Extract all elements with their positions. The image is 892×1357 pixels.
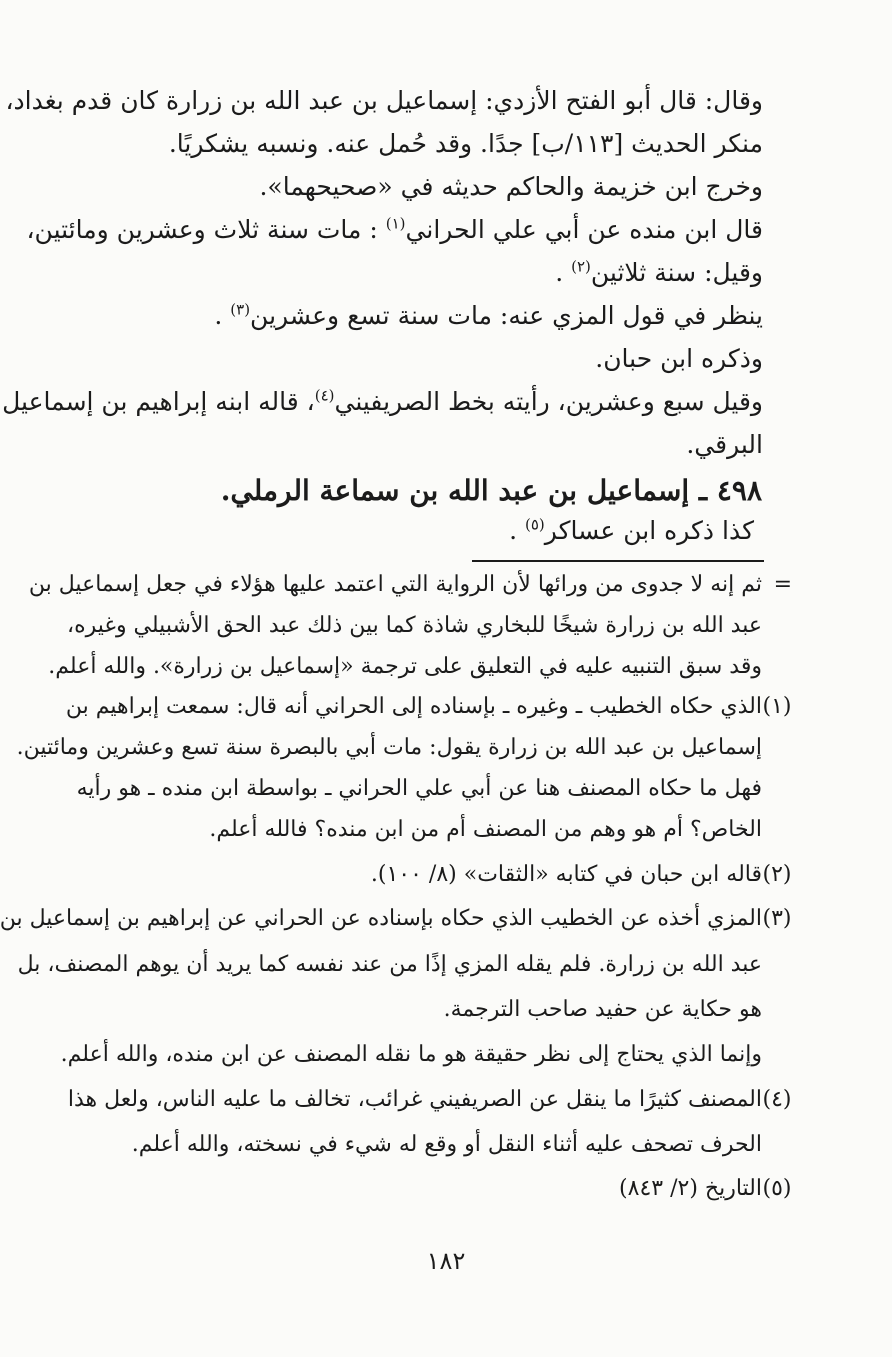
- footnote-4-line-1: المصنف كثيرًا ما ينقل عن الصريفيني غرائب، تخالف ما عليه الناس، ولعل هذا: [67, 1087, 762, 1112]
- body-line-3: وخرج ابن خزيمة والحاكم حديثه في «صحيحهما».: [259, 172, 763, 201]
- body-line-7: وذكره ابن حبان.: [595, 344, 763, 373]
- footnote-ref-3[interactable]: (٣): [230, 300, 251, 319]
- footnote-ref-5[interactable]: (٥): [525, 515, 545, 534]
- entry-sub-line: [54, 512, 754, 550]
- footnote-continuation-text-1: ثم إنه لا جدوى من ورائها لأن الرواية التي اعتمد عليها هؤلاء في جعل إسماعيل بن: [28, 572, 762, 597]
- body-line-8-start: وقيل سبع وعشرين، رأيته بخط الصريفيني: [334, 387, 763, 416]
- footnote-continuation-line-3: وقد سبق التنبيه عليه في التعليق على ترجمة «إسماعيل بن زرارة». والله أعلم.: [48, 654, 762, 679]
- body-line-9: البرقي.: [686, 430, 763, 459]
- footnote-2-line-1: قاله ابن حبان في كتابه «الثقات» (٨/ ١٠٠).: [370, 862, 762, 887]
- footnote-3-line-4: وإنما الذي يحتاج إلى نظر حقيقة هو ما نقله المصنف عن ابن منده، والله أعلم.: [60, 1042, 762, 1067]
- entry-sub-text: كذا ذكره ابن عساكر: [544, 516, 754, 545]
- body-line-6-period: .: [214, 301, 223, 330]
- body-line-8-end: ، قاله ابنه إبراهيم بن إسماعيل: [2, 387, 315, 416]
- entry-heading: ٤٩٨ ـ إسماعيل بن عبد الله بن سماعة الرملي.: [220, 474, 762, 507]
- continuation-mark: =: [773, 572, 792, 597]
- footnote-5: [52, 1172, 792, 1206]
- footnote-continuation-line-2: عبد الله بن زرارة شيخًا للبخاري شاذة كما بين ذلك عبد الحق الأشبيلي وغيره،: [67, 613, 762, 638]
- body-line-4: [26, 211, 763, 249]
- footnote-3-line-2: عبد الله بن زرارة. فلم يقله المزي إذًا من عند نفسه كما يريد أن يوهم المصنف، بل: [17, 952, 762, 977]
- footnote-continuation-line-1: [28, 568, 792, 602]
- footnote-1-line-4: الخاص؟ أم هو وهم من المصنف أم من ابن منده؟ فالله أعلم.: [209, 817, 762, 842]
- body-line-4-start: قال ابن منده عن أبي علي الحراني: [405, 215, 763, 244]
- footnote-1-line-1: الذي حكاه الخطيب ـ وغيره ـ بإسناده إلى الحراني أنه قال: سمعت إبراهيم بن: [65, 694, 762, 719]
- footnote-1-number: (١): [762, 694, 792, 719]
- body-line-4-end: : مات سنة ثلاث وعشرين ومائتين،: [26, 215, 378, 244]
- footnote-3-line-3: هو حكاية عن حفيد صاحب الترجمة.: [443, 997, 762, 1022]
- footnote-1: [52, 690, 792, 724]
- page-number: ١٨٢: [426, 1247, 466, 1275]
- footnote-4: [52, 1083, 792, 1117]
- footnote-ref-2[interactable]: (٢): [571, 257, 591, 276]
- footnote-2-number: (٢): [762, 862, 792, 887]
- footnote-4-number: (٤): [762, 1087, 792, 1112]
- footnote-divider: [472, 560, 764, 562]
- body-line-1: وقال: قال أبو الفتح الأزدي: إسماعيل بن عبد الله بن زرارة كان قدم بغداد،: [5, 86, 763, 115]
- footnote-2: [52, 858, 792, 892]
- body-line-5: [52, 254, 763, 292]
- footnote-3-number: (٣): [762, 906, 792, 931]
- footnote-ref-1[interactable]: (١): [385, 214, 406, 233]
- footnote-4-line-2: الحرف تصحف عليه أثناء النقل أو وقع له شيء في نسخته، والله أعلم.: [131, 1132, 762, 1157]
- body-line-6: [52, 297, 763, 335]
- footnote-3: [0, 902, 792, 936]
- footnote-5-number: (٥): [762, 1176, 792, 1201]
- body-line-2: منكر الحديث [١١٣/ب] جدًا. وقد حُمل عنه. ونسبه يشكريًا.: [168, 129, 763, 158]
- body-line-5-text: وقيل: سنة ثلاثين: [590, 258, 763, 287]
- footnote-3-line-1: المزي أخذه عن الخطيب الذي حكاه بإسناده عن الحراني عن إبراهيم بن إسماعيل بن: [0, 906, 762, 931]
- footnote-5-line-1: التاريخ (٢/ ٨٤٣): [619, 1176, 762, 1201]
- footnote-1-line-2: إسماعيل بن عبد الله بن زرارة يقول: مات أبي بالبصرة سنة تسع وعشرين ومائتين.: [16, 735, 762, 760]
- body-line-8: [2, 383, 763, 421]
- body-line-5-period: .: [555, 258, 564, 287]
- entry-sub-period: .: [509, 516, 518, 545]
- body-line-6-text: ينظر في قول المزي عنه: مات سنة تسع وعشرين: [250, 301, 763, 330]
- footnote-1-line-3: فهل ما حكاه المصنف هنا عن أبي علي الحراني ـ بواسطة ابن منده ـ هو رأيه: [76, 776, 762, 801]
- footnote-ref-4[interactable]: (٤): [314, 386, 335, 405]
